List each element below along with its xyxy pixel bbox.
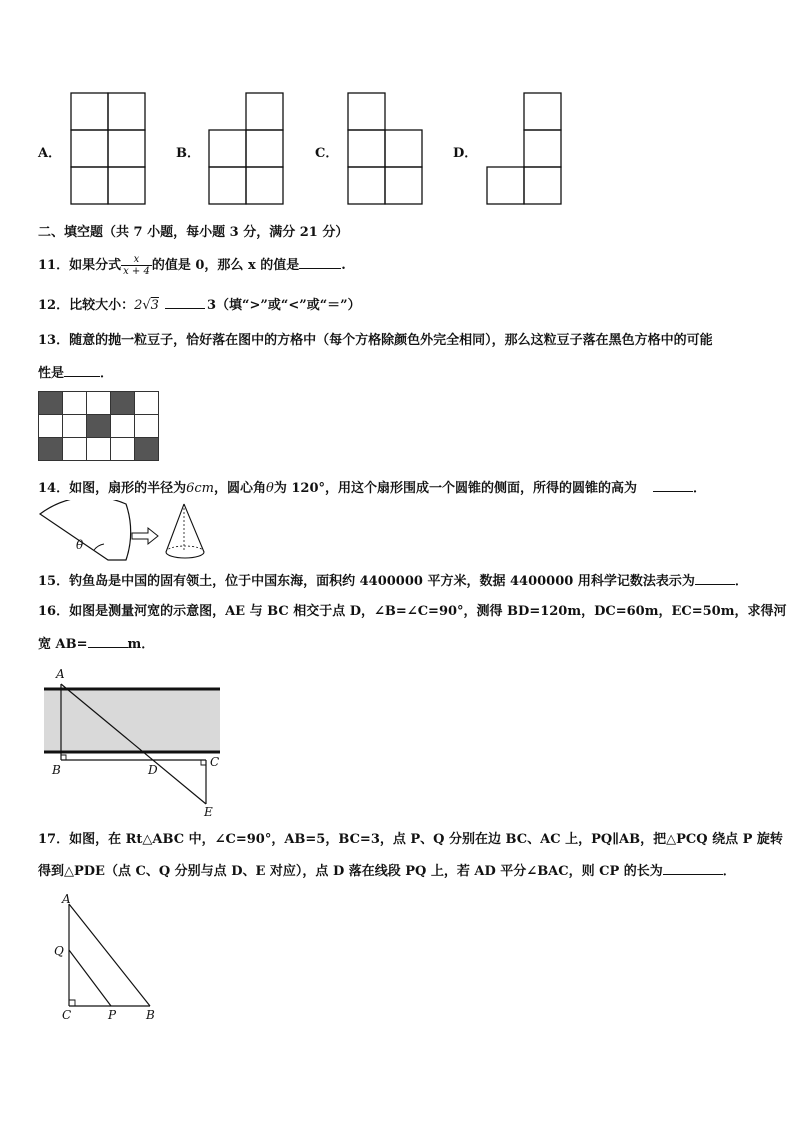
q12-radicand: 3 xyxy=(150,298,159,313)
black-cell xyxy=(111,392,135,415)
q16-suffix: m． xyxy=(127,637,155,652)
question-16-line1: 16．如图是测量河宽的示意图，AE 与 BC 相交于点 D，∠B=∠C=90°，测得 BD=120m，DC=60m，EC=50m，求得河 xyxy=(38,604,787,619)
white-cell xyxy=(111,438,135,461)
label-c: C xyxy=(210,755,220,769)
q12-prefix: 12．比较大小： xyxy=(38,298,135,313)
q11-prefix: 11．如果分式 xyxy=(38,258,122,273)
side-ab xyxy=(69,904,150,1006)
option-d-label: D． xyxy=(453,146,478,161)
question-17-line1: 17．如图，在 Rt△ABC 中，∠C=90°，AB=5，BC=3，点 P、Q 分别在边 BC、AC 上，PQ∥AB，把△PCQ 绕点 P 旋转 xyxy=(38,832,783,847)
river-width-figure xyxy=(38,664,228,822)
sector-angle-label: θ xyxy=(76,538,84,552)
option-b-label: B． xyxy=(176,146,200,161)
grid-row xyxy=(39,438,159,461)
white-cell xyxy=(87,392,111,415)
q17-end: ． xyxy=(722,864,736,879)
sector-shape xyxy=(40,500,131,560)
q13-answer-blank[interactable] xyxy=(64,364,100,377)
q15-answer-blank[interactable] xyxy=(695,572,735,585)
q11-end: . xyxy=(341,258,346,273)
arrow-right-icon xyxy=(132,528,158,544)
label-d: D xyxy=(148,763,158,777)
black-cell xyxy=(135,438,159,461)
option-a-label: A． xyxy=(38,146,62,161)
grid-row xyxy=(39,392,159,415)
q11-fraction xyxy=(121,254,152,277)
white-cell xyxy=(63,415,87,438)
label-p: P xyxy=(108,1008,117,1022)
q13-end: ． xyxy=(100,366,114,381)
q14-p1: 14．如图，扇形的半径为 xyxy=(38,481,187,496)
white-cell xyxy=(135,415,159,438)
q15-text: 15．钓鱼岛是中国的固有领土，位于中国东海，面积约 4400000 平方米，数据 4400000 用科学记数法表示为 xyxy=(38,574,695,589)
right-angle-c-icon xyxy=(69,1000,75,1006)
option-c-label: C． xyxy=(315,146,339,161)
white-cell xyxy=(63,438,87,461)
q16-prefix: 宽 AB= xyxy=(38,637,88,652)
question-12 xyxy=(38,296,361,315)
option-a-figure xyxy=(70,92,148,205)
q12-after: 3（填“>”或“<”或“＝”） xyxy=(206,298,361,313)
section-heading: 二、填空题（共 7 小题，每小题 3 分，满分 21 分） xyxy=(38,225,349,240)
white-cell xyxy=(39,415,63,438)
q14-p3: 为 120°，用这个扇形围成一个圆锥的侧面，所得的圆锥的高为 xyxy=(273,481,637,496)
q14-end: ． xyxy=(693,481,707,496)
triangle-figure xyxy=(50,890,165,1026)
q14-answer-blank[interactable] xyxy=(653,479,693,492)
option-c-figure xyxy=(347,92,425,205)
q14-p2: ，圆心角 xyxy=(213,481,266,496)
label-q: Q xyxy=(54,944,64,958)
question-17-line2 xyxy=(38,862,736,881)
q13-prefix: 性是 xyxy=(38,366,65,381)
option-b-figure xyxy=(208,92,286,205)
q11-frac-numerator: x xyxy=(121,254,152,266)
black-cell xyxy=(87,415,111,438)
white-cell xyxy=(63,392,87,415)
q14-radius: 6cm xyxy=(186,481,214,496)
q12-answer-blank[interactable] xyxy=(165,296,205,309)
cone-base-front xyxy=(166,552,204,558)
question-16-line2 xyxy=(38,635,154,654)
question-13-line2 xyxy=(38,364,113,383)
label-b: B xyxy=(52,763,61,777)
label-a: A xyxy=(56,667,65,681)
right-angle-c-icon xyxy=(201,760,206,765)
option-d-figure xyxy=(486,92,564,205)
black-cell xyxy=(39,392,63,415)
grid-row xyxy=(39,415,159,438)
cone-sides xyxy=(166,504,204,552)
label-c: C xyxy=(62,1008,72,1022)
q12-sqrt-icon: √ xyxy=(142,298,151,313)
question-14 xyxy=(38,479,706,498)
question-13-line1: 13．随意的抛一粒豆子，恰好落在图中的方格中（每个方格除颜色外完全相同），那么这粒豆子落在黑色方格中的可能 xyxy=(38,333,713,348)
cone-base-back xyxy=(166,546,204,552)
sector-cone-figure xyxy=(36,500,216,568)
white-cell xyxy=(87,438,111,461)
black-cell xyxy=(39,438,63,461)
segment-pq xyxy=(69,950,111,1006)
label-a: A xyxy=(62,892,71,906)
white-cell xyxy=(111,415,135,438)
white-cell xyxy=(135,392,159,415)
q14-theta: θ xyxy=(266,481,274,496)
q12-coefficient: 2 xyxy=(134,298,143,313)
question-11 xyxy=(38,254,346,277)
q11-answer-blank[interactable] xyxy=(299,256,341,269)
probability-grid xyxy=(38,391,159,461)
right-angle-b-icon xyxy=(61,755,66,760)
label-e: E xyxy=(204,805,213,819)
q17-answer-blank[interactable] xyxy=(663,862,723,875)
q11-frac-denominator: x + 4 xyxy=(123,266,150,277)
label-b: B xyxy=(146,1008,155,1022)
q15-end: ． xyxy=(734,574,748,589)
q16-answer-blank[interactable] xyxy=(88,635,128,648)
q17-prefix: 得到△PDE（点 C、Q 分别与点 D、E 对应），点 D 落在线段 PQ 上，若 AD 平分∠BAC，则 CP 的长为 xyxy=(38,864,663,879)
angle-arc xyxy=(94,544,104,550)
question-15 xyxy=(38,572,748,591)
q11-suffix: 的值是 0，那么 x 的值是 xyxy=(151,258,300,273)
